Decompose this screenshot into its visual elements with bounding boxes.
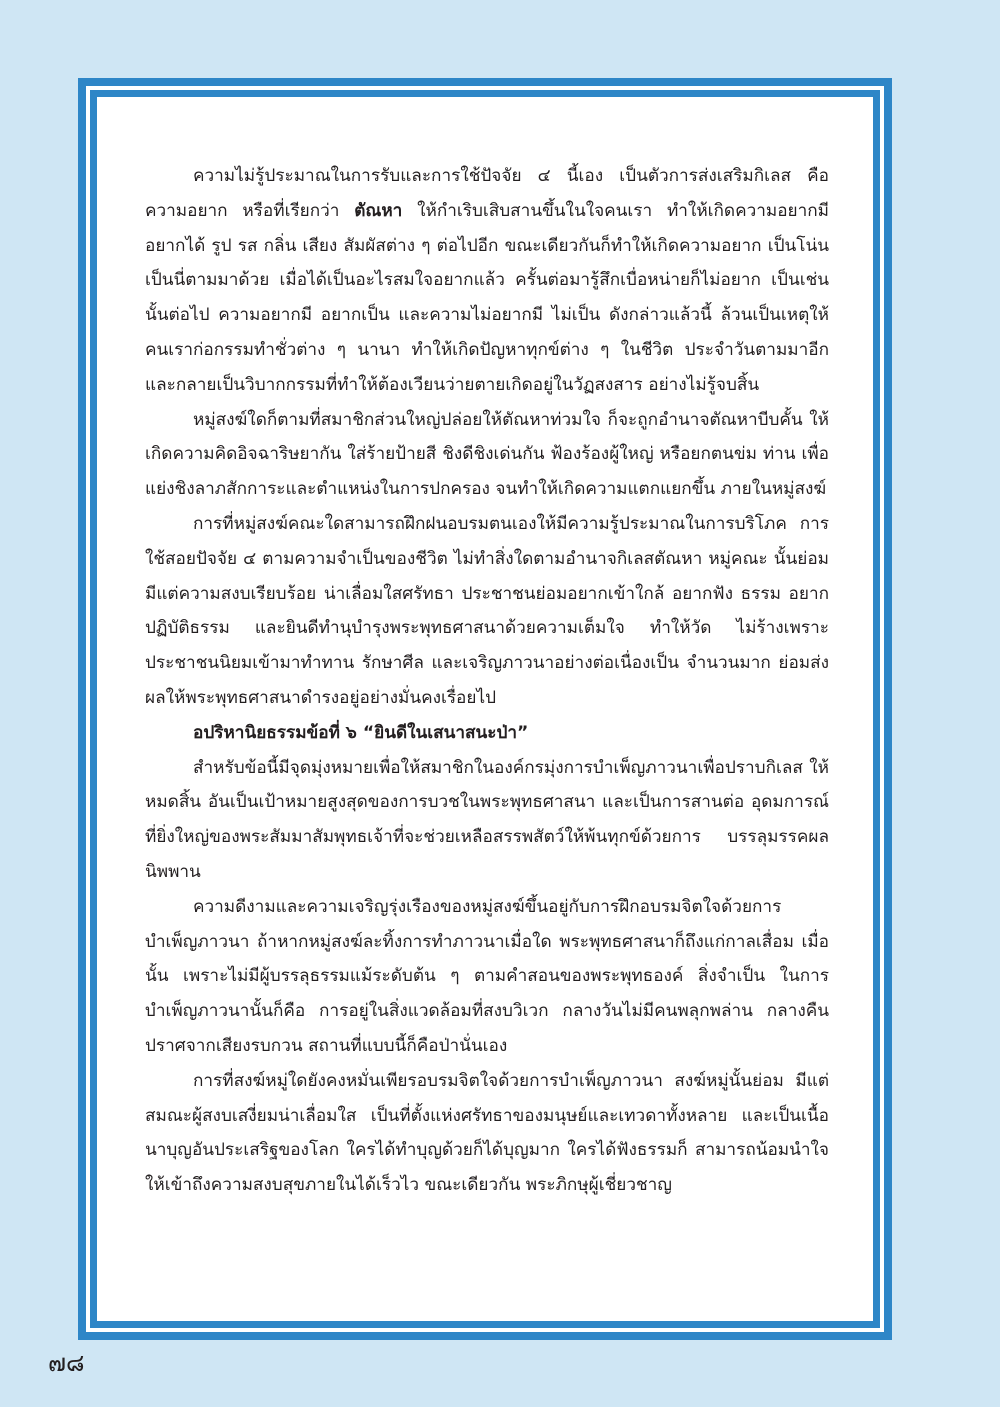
paragraph-1-intro: ความไม่รู้ประมาณในการรับและการใช้ปัจจัย ๔ นี้เอง เป็นตัวการส่งเสริมกิเลส คือ ความอยาก หรือที่เรียกว่า [145,166,829,221]
paragraph-5: ความดีงามและความเจริญรุ่งเรืองของหมู่สงฆ์ขึ้นอยู่กับการฝึกอบรมจิตใจด้วยการ บำเพ็ญภาวนา ถ้าหากหมู่สงฆ์ละทิ้งการทำภาวนาเมื่อใด พระพุทธศาสนาก็ถึงแก่กาลเสื่อม เมื่อนั้น เพราะไม่มีผู้บรรลุธรรมแม้ระดับต้น ๆ ตามคำสอนของพระพุทธองค์ สิ่งจำเป็น ในการบำเพ็ญภาวนานั้นก็คือ การอยู่ในสิ่งแวดล้อมที่สงบวิเวก กลางวันไม่มีคนพลุกพล่าน กลางคืนปราศจากเสียงรบกวน สถานที่แบบนี้ก็คือป่านั่นเอง [145,896,829,1056]
paragraph-2: หมู่สงฆ์ใดก็ตามที่สมาชิกส่วนใหญ่ปล่อยให้ตัณหาท่วมใจ ก็จะถูกอำนาจตัณหาบีบคั้น ให้เกิดความคิดอิจฉาริษยากัน ใส่ร้ายป้ายสี ชิงดีชิงเด่นกัน ฟ้องร้องผู้ใหญ่ หรือยกตนข่ม ท่าน เพื่อแย่งชิงลาภสักการะและตำแหน่งในการปกครอง จนทำให้เกิดความแตกแยกขึ้น ภายในหมู่สงฆ์ [145,409,829,500]
term-tanha: ตัณหา [354,200,403,221]
paragraph-3: การที่หมู่สงฆ์คณะใดสามารถฝึกฝนอบรมตนเองให้มีความรู้ประมาณในการบริโภค การใช้สอยปัจจัย ๔ ตามความจำเป็นของชีวิต ไม่ทำสิ่งใดตามอำนาจกิเลสตัณหา หมู่คณะ นั้นย่อมมีแต่ความสงบเรียบร้อย น่าเลื่อมใสศรัทธา ประชาชนย่อมอยากเข้าใกล้ อยากฟัง ธรรม อยากปฏิบัติธรรม และยินดีทำนุบำรุงพระพุทธศาสนาด้วยความเต็มใจ ทำให้วัด ไม่ร้างเพราะประชาชนนิยมเข้ามาทำทาน รักษาศีล และเจริญภาวนาอย่างต่อเนื่องเป็น จำนวนมาก ย่อมส่งผลให้พระพุทธศาสนาดำรงอยู่อย่างมั่นคงเรื่อยไป [145,513,829,708]
body-text [145,159,829,1203]
paragraph-1 [145,159,829,403]
paragraph-4: สำหรับข้อนี้มีจุดมุ่งหมายเพื่อให้สมาชิกในองค์กรมุ่งการบำเพ็ญภาวนาเพื่อปราบกิเลส ให้หมดสิ้น อันเป็นเป้าหมายสูงสุดของการบวชในพระพุทธศาสนา และเป็นการสานต่อ อุดมการณ์ที่ยิ่งใหญ่ของพระสัมมาสัมพุทธเจ้าที่จะช่วยเหลือสรรพสัตว์ให้พ้นทุกข์ด้วยการ บรรลุมรรคผลนิพพาน [145,757,829,882]
page-number: ๗๘ [48,1349,85,1377]
paragraph-1-rest: ให้กำเริบเสิบสานขึ้นในใจคนเรา ทำให้เกิดความอยากมี อยากได้ รูป รส กลิ่น เสียง สัมผัสต่าง ๆ ต่อไปอีก ขณะเดียวกันก็ทำให้เกิดความอยาก เป็นโน่นเป็นนี่ตามมาด้วย เมื่อได้เป็นอะไรสมใจอยากแล้ว ครั้นต่อมารู้สึกเบื่อหน่ายก็ไม่อยาก เป็นเช่นนั้นต่อไป ความอยากมี อยากเป็น และความไม่อยากมี ไม่เป็น ดังกล่าวแล้วนี้ ล้วนเป็นเหตุให้คนเราก่อกรรมทำชั่วต่าง ๆ นานา ทำให้เกิดปัญหาทุกข์ต่าง ๆ ในชีวิต ประจำวันตามมาอีก และกลายเป็นวิบากกรรมที่ทำให้ต้องเวียนว่ายตายเกิดอยู่ในวัฏสงสาร อย่างไม่รู้จบสิ้น [145,200,829,395]
paragraph-6: การที่สงฆ์หมู่ใดยังคงหมั่นเพียรอบรมจิตใจด้วยการบำเพ็ญภาวนา สงฆ์หมู่นั้นย่อม มีแต่สมณะผู้สงบเสงี่ยมน่าเลื่อมใส เป็นที่ตั้งแห่งศรัทธาของมนุษย์และเทวดาทั้งหลาย และเป็นเนื้อนาบุญอันประเสริฐของโลก ใครได้ทำบุญด้วยก็ได้บุญมาก ใครได้ฟังธรรมก็ สามารถน้อมนำใจให้เข้าถึงความสงบสุขภายในได้เร็วไว ขณะเดียวกัน พระภิกษุผู้เชี่ยวชาญ [145,1070,829,1196]
page-content-area [97,97,873,1321]
section-heading: อปริหานิยธรรมข้อที่ ๖ “ยินดีในเสนาสนะป่า” [193,722,529,743]
